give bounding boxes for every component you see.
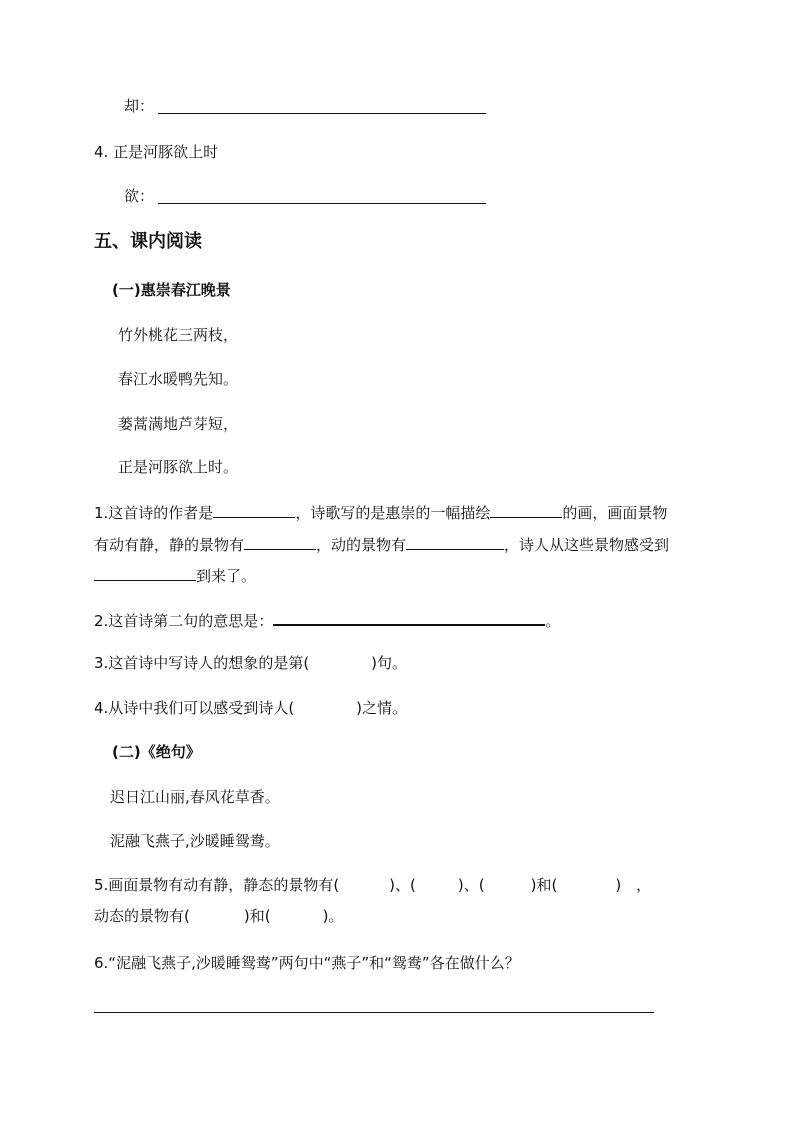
question-4 — [94, 697, 407, 719]
q5-text-6: 动态的景物有( — [94, 907, 190, 925]
q5-text-4: )和( — [530, 876, 558, 894]
poem-2-line-1: 迟日江山丽,春风花草香。 — [110, 788, 280, 806]
que-row — [124, 95, 154, 117]
q1-text-2: ，诗歌写的是惠崇的一幅描绘 — [295, 504, 491, 522]
q4-text-2: )之情。 — [356, 699, 408, 717]
q1-blank-dynamic[interactable] — [406, 533, 504, 550]
question-1-line-1 — [94, 501, 667, 524]
q6-answer-line[interactable] — [94, 1012, 654, 1013]
q1-blank-scene[interactable] — [490, 501, 562, 518]
q1-blank-static[interactable] — [244, 533, 316, 550]
poem-1-line-2: 春江水暖鸭先知。 — [118, 370, 239, 388]
question-2 — [94, 608, 560, 632]
q1-text-1: 1.这首诗的作者是 — [94, 504, 214, 522]
question-4-top: 4. 正是河豚欲上时 — [94, 143, 219, 161]
q1-blank-author[interactable] — [213, 501, 295, 518]
question-6: 6.“泥融飞燕子,沙暖睡鸳鸯”两句中“燕子”和“鸳鸯”各在做什么？ — [94, 954, 520, 972]
question-1-line-3 — [94, 564, 256, 587]
q1-text-6: ，诗人从这些景物感受到 — [504, 536, 670, 554]
q5-text-8: )。 — [322, 907, 344, 925]
q2-text-1: 2.这首诗第二句的意思是： — [94, 612, 274, 630]
question-5-line-2 — [94, 905, 343, 927]
q1-blank-season[interactable] — [94, 564, 196, 581]
poem-1-line-1: 竹外桃花三两枝， — [118, 326, 239, 344]
q5-text-3: )、( — [457, 876, 485, 894]
q5-text-5: ) ， — [615, 876, 652, 894]
q3-text-1: 3.这首诗中写诗人的想象的是第( — [94, 654, 310, 672]
question-5-line-1 — [94, 874, 651, 896]
section-5-title: 五、课内阅读 — [94, 231, 202, 252]
question-3 — [94, 652, 407, 674]
poem-1-line-4: 正是河豚欲上时。 — [118, 458, 239, 476]
q5-text-7: )和( — [243, 907, 271, 925]
q1-text-5: ，动的景物有 — [316, 536, 407, 554]
yu-label: 欲： — [124, 187, 155, 205]
q3-text-2: )句。 — [371, 654, 408, 672]
q2-text-2: 。 — [545, 612, 561, 630]
poem-1-line-3: 蒌蒿满地芦芽短， — [118, 415, 239, 433]
q5-text-2: )、( — [389, 876, 416, 894]
yu-row — [124, 185, 154, 207]
que-label: 却： — [124, 97, 155, 115]
q5-text-1: 5.画面景物有动有静，静态的景物有( — [94, 876, 340, 894]
poem-2-line-2: 泥融飞燕子,沙暖睡鸳鸯。 — [110, 832, 280, 850]
yu-answer-line[interactable] — [158, 203, 486, 204]
q1-text-4: 有动有静，静的景物有 — [94, 536, 245, 554]
que-answer-line[interactable] — [158, 113, 486, 114]
q4-text-1: 4.从诗中我们可以感受到诗人( — [94, 699, 295, 717]
q1-text-3: 的画，画面景物 — [562, 504, 668, 522]
question-1-line-2 — [94, 533, 669, 556]
q1-text-7: 到来了。 — [196, 567, 257, 585]
poem-1-title: (一)惠崇春江晚景 — [112, 281, 231, 299]
poem-2-title: (二)《绝句》 — [112, 743, 201, 761]
q2-blank-meaning[interactable] — [273, 608, 545, 626]
